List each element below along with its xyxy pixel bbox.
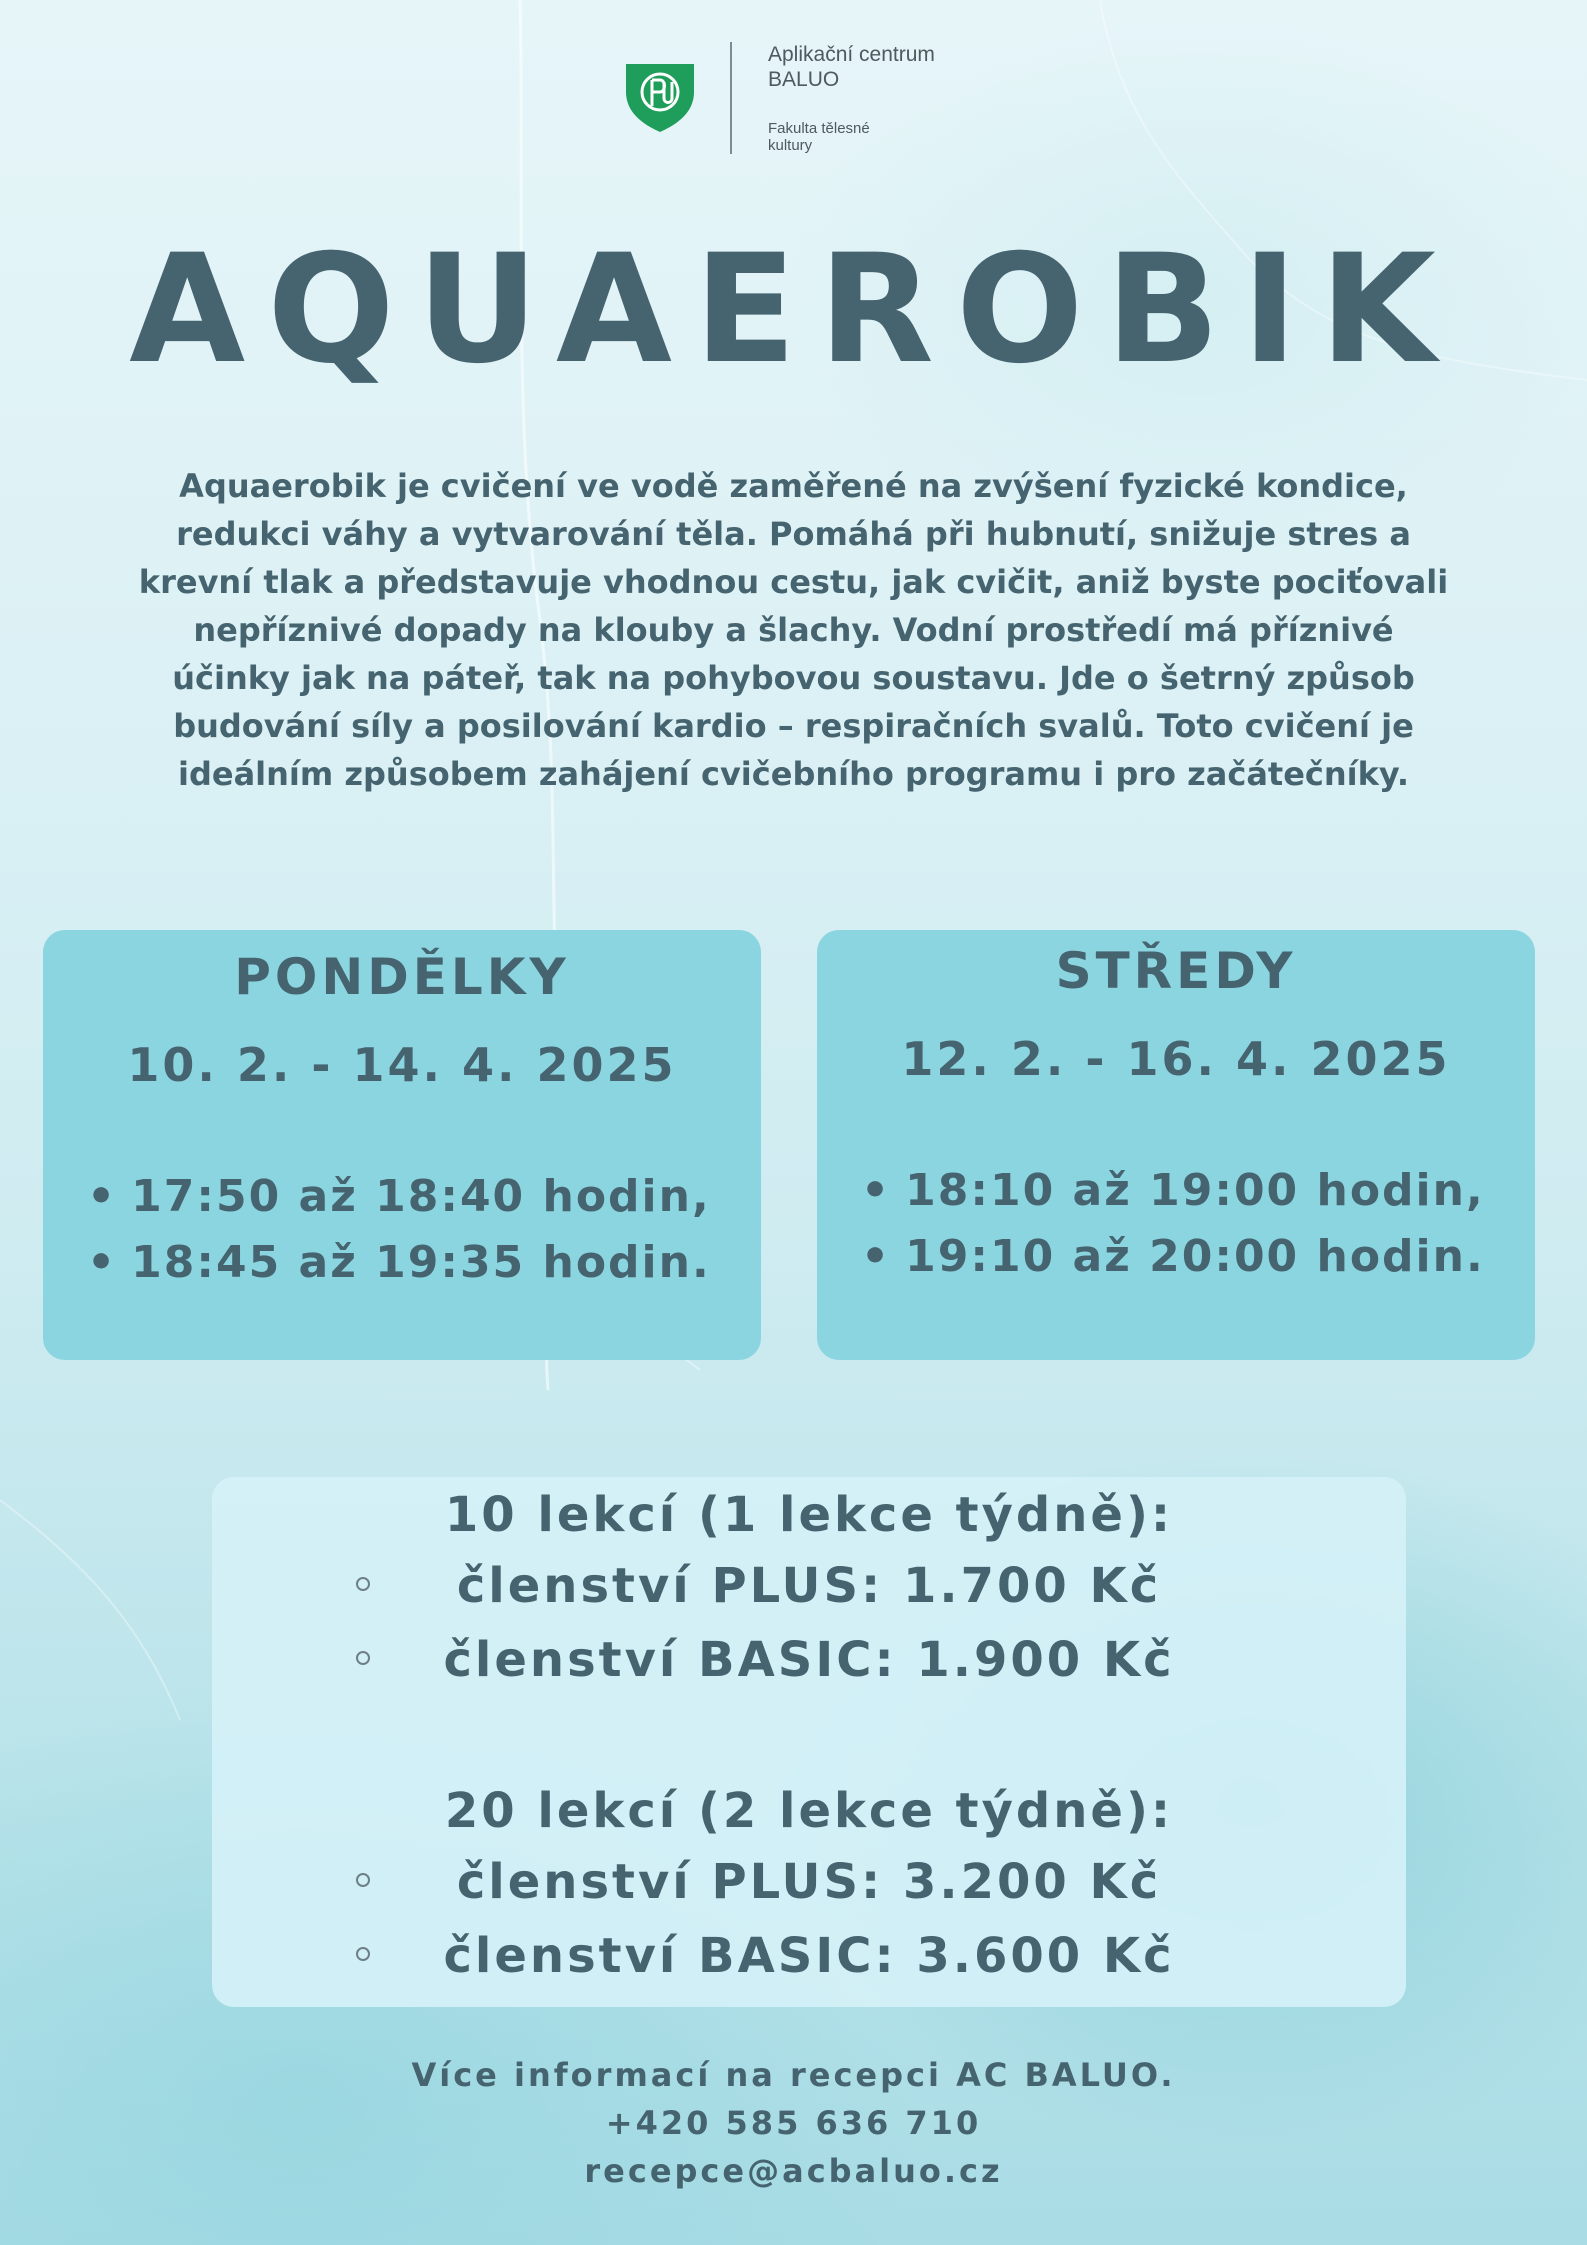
university-shield-logo-icon — [624, 62, 696, 134]
price-item-text: členství BASIC: 1.900 Kč — [443, 1632, 1175, 1688]
price-item — [212, 1921, 1406, 1991]
time-slot: • 17:50 až 18:40 hodin, — [87, 1164, 711, 1230]
price-item — [212, 1625, 1406, 1695]
pricing-box — [212, 1477, 1406, 2007]
schedule-card-wednesday — [817, 930, 1535, 1360]
time-slot: • 19:10 až 20:00 hodin. — [861, 1224, 1485, 1290]
schedule-times — [861, 1158, 1485, 1290]
logo-divider — [730, 42, 732, 154]
faculty-line-2: kultury — [768, 137, 813, 154]
contact-info-text: Více informací na recepci AC BALUO. — [411, 2056, 1176, 2094]
time-slot: • 18:45 až 19:35 hodin. — [87, 1230, 711, 1296]
organization-name — [768, 42, 1008, 92]
price-item-text: členství PLUS: 1.700 Kč — [456, 1558, 1162, 1614]
org-line-2: BALUO — [768, 68, 840, 91]
schedule-day: STŘEDY — [1055, 942, 1297, 1000]
price-item — [212, 1551, 1406, 1621]
schedule-dates: 12. 2. - 16. 4. 2025 — [901, 1032, 1451, 1086]
faculty-line-1: Fakulta tělesné — [768, 120, 870, 137]
page-title: AQUAEROBIK — [129, 223, 1458, 397]
schedule-card-monday — [43, 930, 761, 1360]
pricing-heading: 10 lekcí (1 lekce týdně): — [444, 1487, 1174, 1543]
schedule-times — [87, 1164, 711, 1296]
price-item — [212, 1847, 1406, 1917]
schedule-dates: 10. 2. - 14. 4. 2025 — [127, 1038, 677, 1092]
contact-phone[interactable]: +420 585 636 710 — [605, 2104, 982, 2142]
description-paragraph: Aquaerobik je cvičení ve vodě zaměřené na zvýšení fyzické kondice, redukci váhy a vytvarování těla. Pomáhá při hubnutí, snižuje stres a krevní tlak a představuje vhodnou cestu, jak cvičit, aniž byste pociťovali nepříznivé dopady na klouby a šlachy. Vodní prostředí má příznivé účinky jak na páteř, tak na pohybovou soustavu. Jde o šetrný způsob budování síly a posilování kardio – respiračních svalů. Toto cvičení je ideálním způsobem zahájení cvičebního programu i pro začátečníky. — [138, 467, 1449, 793]
contact-email[interactable]: recepce@acbaluo.cz — [584, 2152, 1003, 2190]
org-line-1: Aplikační centrum — [768, 43, 935, 66]
pricing-heading: 20 lekcí (2 lekce týdně): — [444, 1783, 1174, 1839]
schedule-day: PONDĚLKY — [234, 948, 570, 1006]
time-slot: • 18:10 až 19:00 hodin, — [861, 1158, 1485, 1224]
price-item-text: členství BASIC: 3.600 Kč — [443, 1928, 1175, 1984]
faculty-name — [768, 120, 918, 154]
price-item-text: členství PLUS: 3.200 Kč — [456, 1854, 1162, 1910]
